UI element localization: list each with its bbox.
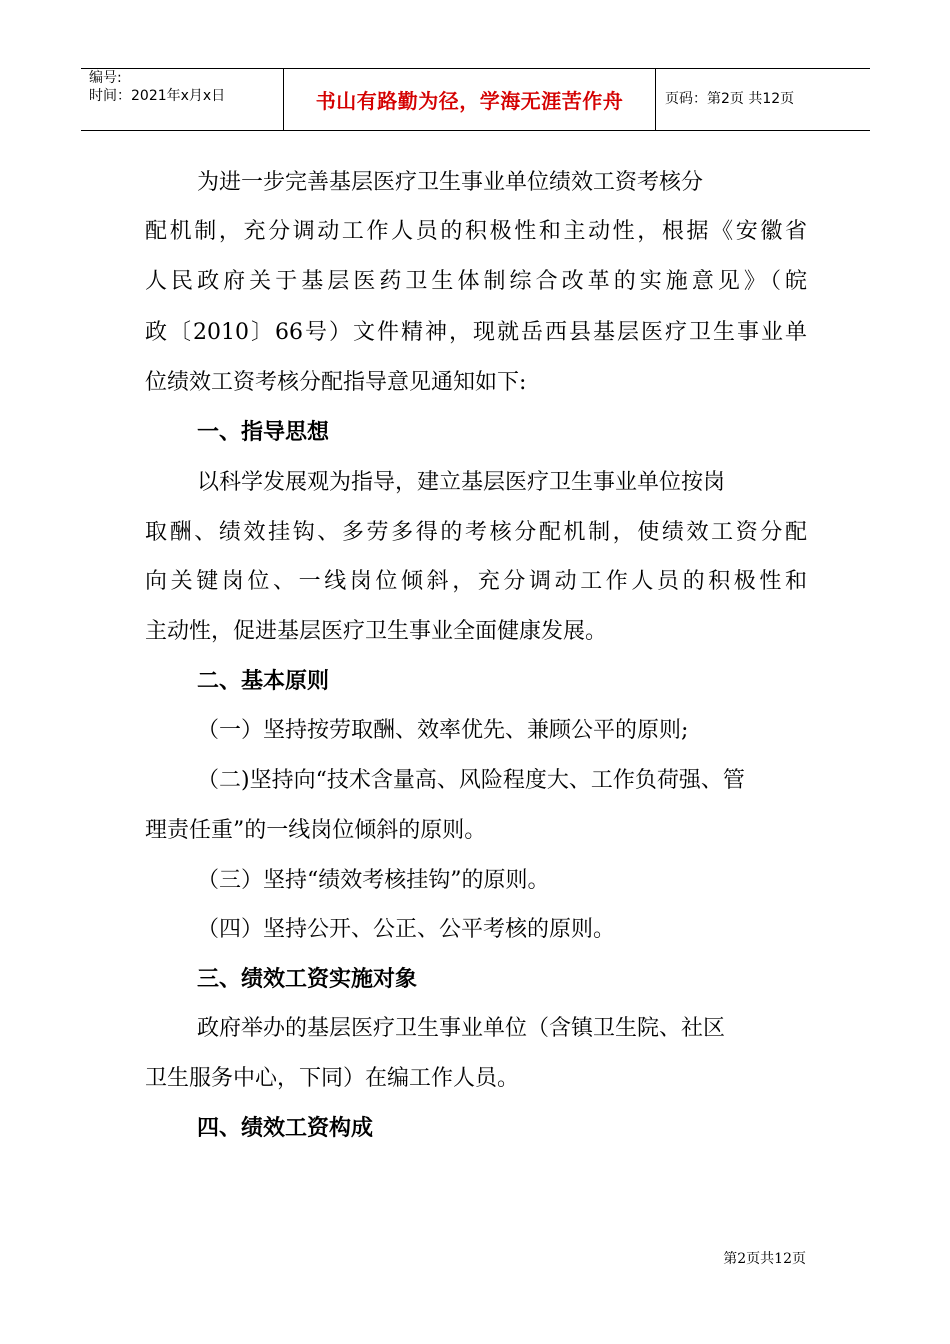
- paragraph-line: 为进一步完善基层医疗卫生事业单位绩效工资考核分: [197, 170, 704, 195]
- paragraph-line: 卫生服务中心，下同）在编工作人员。: [145, 1066, 520, 1091]
- paragraph-line: 向关键岗位、一线岗位倾斜，充分调动工作人员的积极性和: [145, 569, 807, 594]
- principle-item: （一）坚持按劳取酬、效率优先、兼顾公平的原则;: [197, 718, 689, 743]
- footer-page-number: 第2页共12页: [723, 1251, 806, 1267]
- section-heading: 二、基本原则: [197, 669, 330, 694]
- section-heading: 三、绩效工资实施对象: [197, 967, 418, 992]
- paragraph-line: 取酬、绩效挂钩、多劳多得的考核分配机制，使绩效工资分配: [145, 520, 807, 545]
- header-motto: 书山有路勤为径，学海无涯苦作舟: [315, 89, 624, 113]
- paragraph-line: 位绩效工资考核分配指导意见通知如下:: [145, 370, 527, 395]
- document-header: [81, 68, 870, 131]
- header-page-number: 页码：第2页 共12页: [665, 91, 795, 107]
- header-motto-cell: [283, 69, 656, 130]
- principle-item: （二)坚持向“技术含量高、风险程度大、工作负荷强、管: [197, 768, 745, 793]
- principle-item: （三）坚持“绩效考核挂钩”的原则。: [197, 868, 550, 893]
- header-meta-cell: [81, 69, 283, 130]
- paragraph-line: 主动性，促进基层医疗卫生事业全面健康发展。: [145, 619, 608, 644]
- section-heading: 一、指导思想: [197, 420, 330, 445]
- header-page-cell: [656, 69, 870, 130]
- principle-item: （四）坚持公开、公正、公平考核的原则。: [197, 917, 616, 942]
- document-date-label: 时间：2021年x月x日: [89, 88, 226, 104]
- document-number-label: 编号:: [89, 70, 122, 86]
- paragraph-line: 以科学发展观为指导，建立基层医疗卫生事业单位按岗: [197, 470, 726, 495]
- principle-item-continued: 理责任重”的一线岗位倾斜的原则。: [145, 818, 487, 843]
- paragraph-line: 配机制，充分调动工作人员的积极性和主动性，根据《安徽省: [145, 219, 807, 244]
- paragraph-line: 政〔2010〕66号）文件精神，现就岳西县基层医疗卫生事业单: [145, 320, 807, 345]
- paragraph-line: 人民政府关于基层医药卫生体制综合改革的实施意见》（皖: [145, 269, 807, 294]
- section-heading: 四、绩效工资构成: [197, 1116, 374, 1141]
- paragraph-line: 政府举办的基层医疗卫生事业单位（含镇卫生院、社区: [197, 1016, 726, 1041]
